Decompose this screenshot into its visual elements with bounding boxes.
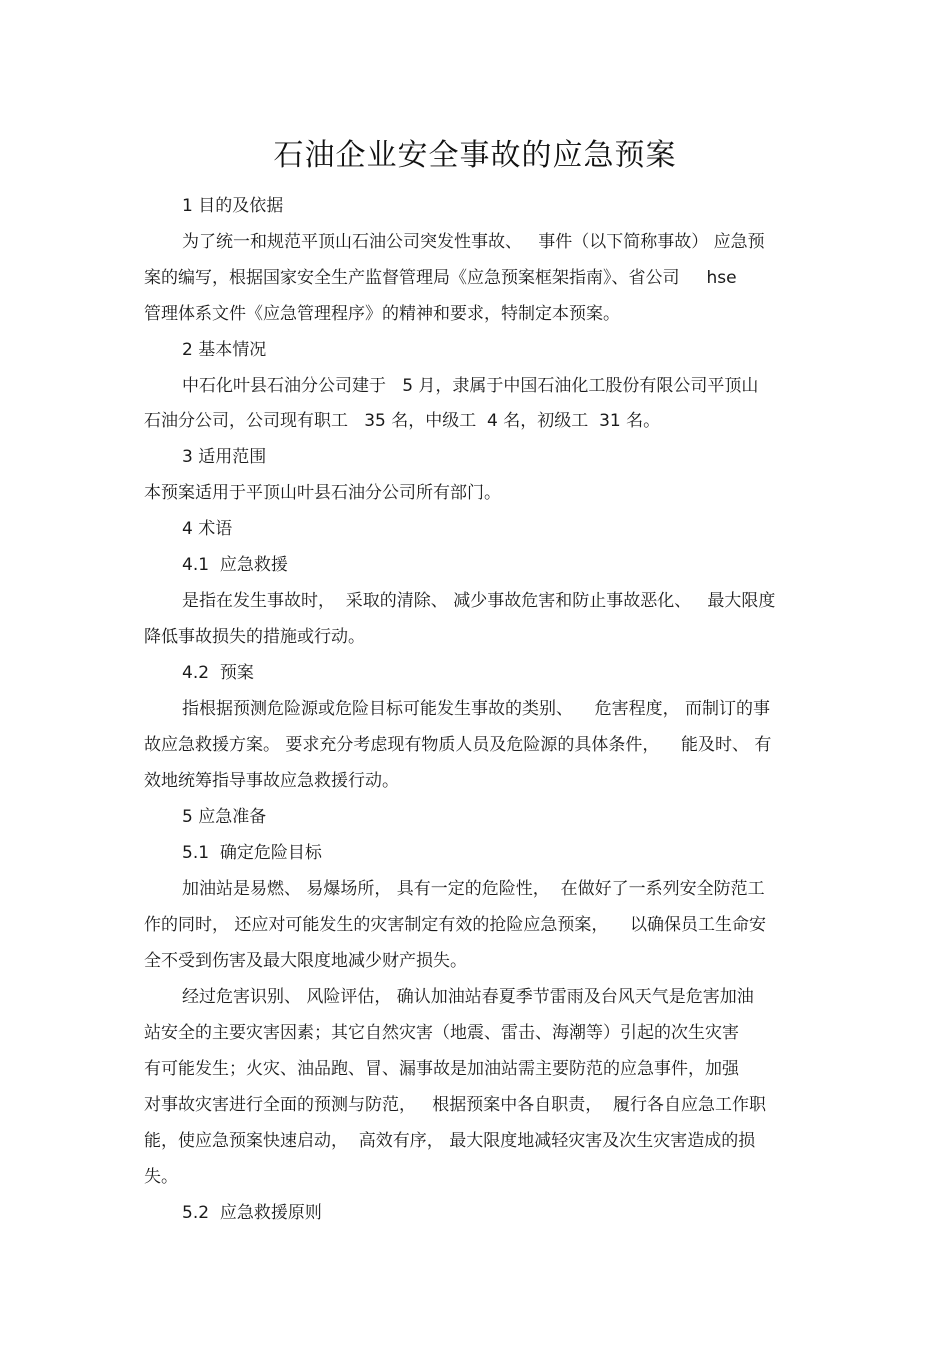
paragraph-line: 本预案适用于平顶山叶县石油分公司所有部门。: [144, 483, 501, 503]
subheading-5-1: 5.1 确定危险目标: [182, 843, 322, 863]
subheading-4-1: 4.1 应急救援: [182, 555, 288, 575]
paragraph-line: 全不受到伤害及最大限度地减少财产损失。: [144, 951, 467, 971]
paragraph-line: 案的编写，根据国家安全生产监督管理局《应急预案框架指南》、省公司 hse: [144, 268, 737, 288]
paragraph-line: 作的同时， 还应对可能发生的灾害制定有效的抢险应急预案， 以确保员工生命安: [144, 915, 767, 935]
paragraph-line: 指根据预测危险源或危险目标可能发生事故的类别、 危害程度， 而制订的事: [182, 699, 771, 719]
heading-5-preparation: 5 应急准备: [182, 807, 267, 827]
paragraph-line: 为了统一和规范平顶山石油公司突发性事故、 事件（以下简称事故） 应急预: [182, 232, 765, 252]
paragraph-line: 能，使应急预案快速启动， 高效有序， 最大限度地减轻灾害及次生灾害造成的损: [144, 1131, 756, 1151]
subheading-4-2: 4.2 预案: [182, 663, 254, 683]
document-title: 石油企业安全事故的应急预案: [273, 138, 677, 173]
paragraph-line: 管理体系文件《应急管理程序》的精神和要求，特制定本预案。: [144, 304, 620, 324]
paragraph-line: 中石化叶县石油分公司建于 5 月，隶属于中国石油化工股份有限公司平顶山: [182, 376, 759, 396]
subheading-5-2: 5.2 应急救援原则: [182, 1203, 322, 1223]
paragraph-line: 经过危害识别、 风险评估， 确认加油站春夏季节雷雨及台风天气是危害加油: [182, 987, 754, 1007]
paragraph-line: 对事故灾害进行全面的预测与防范， 根据预案中各自职责， 履行各自应急工作职: [144, 1095, 767, 1115]
paragraph-line: 石油分公司，公司现有职工 35 名，中级工 4 名，初级工 31 名。: [144, 411, 661, 431]
paragraph-line: 站安全的主要灾害因素；其它自然灾害（地震、雷击、海潮等）引起的次生灾害: [144, 1023, 739, 1043]
paragraph-line: 有可能发生；火灾、油品跑、冒、漏事故是加油站需主要防范的应急事件，加强: [144, 1059, 739, 1079]
paragraph-line: 失。: [144, 1167, 178, 1187]
heading-3-scope: 3 适用范围: [182, 447, 267, 467]
heading-2-basic-info: 2 基本情况: [182, 340, 267, 360]
paragraph-line: 降低事故损失的措施或行动。: [144, 627, 365, 647]
paragraph-line: 加油站是易燃、 易爆场所， 具有一定的危险性， 在做好了一系列安全防范工: [182, 879, 765, 899]
heading-1-purpose: 1 目的及依据: [182, 196, 284, 216]
paragraph-line: 故应急救援方案。 要求充分考虑现有物质人员及危险源的具体条件， 能及时、 有: [144, 735, 772, 755]
heading-4-terms: 4 术语: [182, 519, 233, 539]
paragraph-line: 效地统筹指导事故应急救援行动。: [144, 771, 399, 791]
paragraph-line: 是指在发生事故时， 采取的清除、 减少事故危害和防止事故恶化、 最大限度: [182, 591, 776, 611]
